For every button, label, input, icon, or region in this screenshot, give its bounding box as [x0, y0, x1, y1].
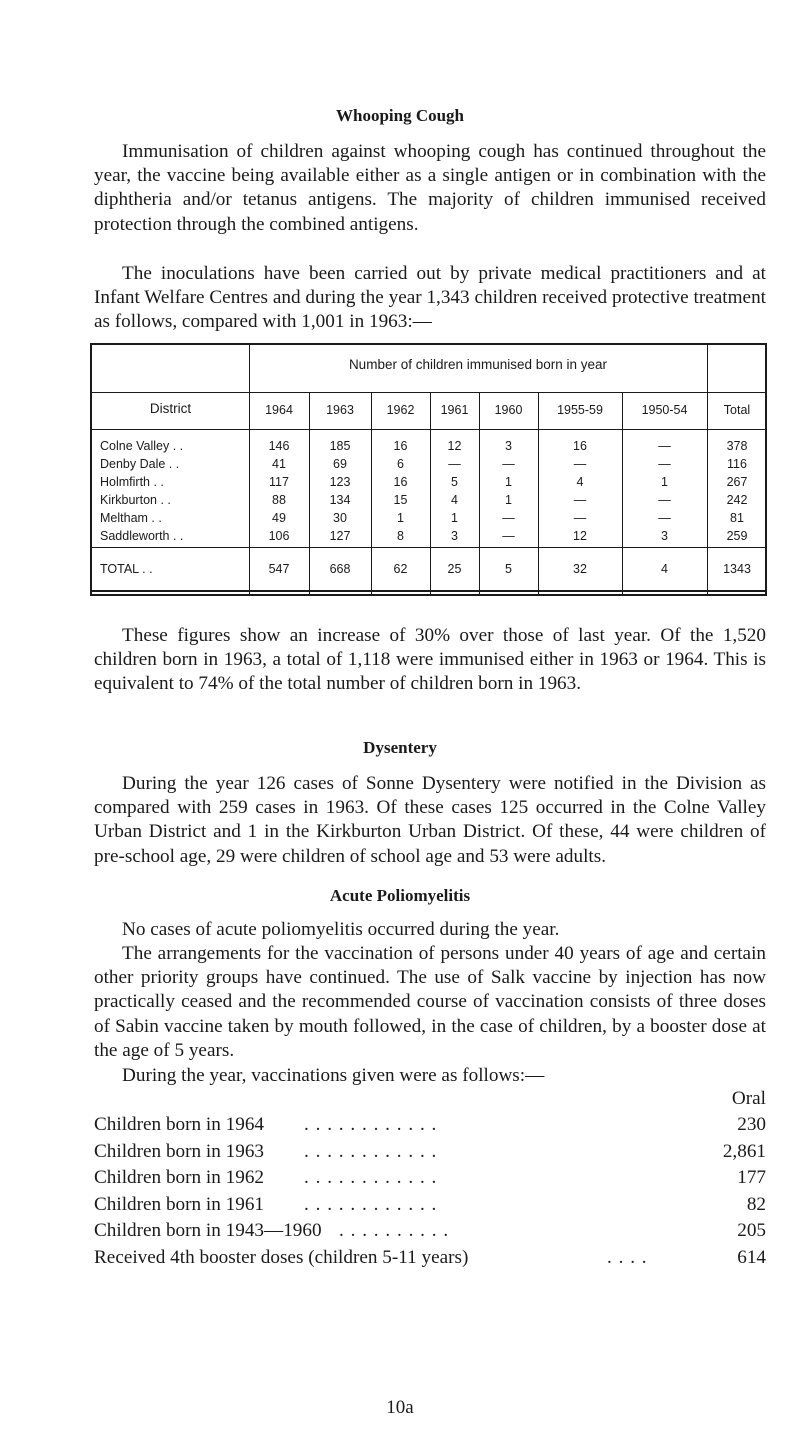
table-row-cell: 127	[329, 529, 351, 543]
leader-dots: . . . . . . . . . . . .	[304, 1167, 438, 1188]
vaccination-row	[94, 1220, 766, 1246]
polio-paragraph-3: During the year, vaccinations given were as follows:—	[122, 1065, 545, 1086]
table-row-cell: 116	[727, 457, 747, 471]
table-row-cell: 41	[272, 457, 286, 471]
table-span-header: Number of children immunised born in year	[348, 357, 608, 372]
year-header-1964: 1964	[265, 403, 293, 417]
table-row-cell: 12	[447, 439, 462, 453]
table-total-row-cell: 4	[661, 562, 668, 576]
vaccination-value: 82	[746, 1193, 766, 1215]
table-row-cell: —	[573, 511, 587, 525]
table-row-district: Saddleworth . .	[100, 529, 184, 543]
vaccination-label: Received 4th booster doses (children 5-11 years)	[94, 1246, 469, 1268]
table-row-cell: 6	[397, 457, 404, 471]
vaccination-label: Children born in 1964	[94, 1114, 265, 1135]
vaccination-row	[94, 1114, 766, 1140]
vaccination-value: 205	[737, 1220, 766, 1241]
table-row-district: Denby Dale . .	[100, 457, 180, 471]
table-row-cell: 1	[505, 493, 512, 507]
table-row-cell: 1	[397, 511, 404, 525]
dysentery-paragraph: During the year 126 cases of Sonne Dysentery were notified in the Division as compared with 259 cases in 1963. Of these cases 125 occurred in the Colne Valley Urban District and 1 in the Kirkburton Urban District. Of these, 44 were children of pre-school age, 29 were children of school age and 53 were adults.	[94, 773, 766, 867]
table-row-cell: 1	[451, 511, 458, 525]
table-row-cell: —	[573, 493, 587, 507]
table-row-district: Kirkburton . .	[100, 493, 171, 507]
table-total-row-cell: 668	[329, 562, 351, 576]
table-row-cell: 16	[573, 439, 587, 453]
table-row-district: Colne Valley . .	[100, 439, 184, 453]
table-row-cell: 88	[272, 493, 286, 507]
whooping-paragraph-2: The inoculations have been carried out by private medical practitioners and at Infant Welfare Centres and during the year 1,343 children received protective treatment as follows, compared with 1,001 in 1963:—	[94, 263, 766, 333]
leader-dots: . . . . . . . . . .	[339, 1220, 450, 1241]
table-row-cell: 5	[451, 475, 458, 489]
table-header-divider-lower	[92, 392, 765, 393]
table-row-cell: 3	[505, 439, 512, 453]
district-column-header: District	[149, 401, 192, 416]
oral-column-header: Oral	[731, 1088, 766, 1109]
leader-dots: . . . .	[607, 1246, 648, 1268]
page-number: 10a	[386, 1397, 414, 1418]
dysentery-heading: Dysentery	[363, 738, 437, 757]
table-row-cell: 1	[661, 475, 668, 489]
whooping-paragraph-1: Immunisation of children against whooping cough has continued throughout the year, the vaccine being available either as a single antigen or in combination with the diphtheria and/or tetanus antigens. The majority of children immunised received protection through the combined antigens.	[94, 141, 766, 235]
table-row-cell: 259	[726, 529, 748, 543]
table-total-row-cell: 5	[505, 562, 512, 576]
table-row-cell: 106	[268, 529, 290, 543]
table-total-row-cell: 25	[447, 562, 462, 576]
table-total-row-cell: 1343	[723, 562, 751, 576]
table-row-district: Meltham . .	[100, 511, 162, 525]
table-row-cell: 3	[661, 529, 668, 543]
table-row-cell: —	[658, 511, 671, 525]
table-header-divider	[92, 429, 765, 430]
table-row-cell: 3	[451, 529, 458, 543]
table-row-cell: 242	[726, 493, 748, 507]
vaccination-label: Children born in 1943—1960	[94, 1220, 322, 1241]
leader-dots: . . . . . . . . . . . .	[304, 1114, 438, 1135]
year-header-1961: 1961	[440, 403, 469, 417]
immunisation-table	[90, 343, 767, 596]
table-row-cell: —	[448, 457, 461, 471]
table-row-cell: 267	[726, 475, 748, 489]
table-row-cell: 8	[397, 529, 404, 543]
table-row-cell: 4	[576, 475, 584, 489]
vaccination-row	[94, 1167, 766, 1193]
table-row-cell: 378	[726, 439, 748, 453]
vaccination-value: 614	[737, 1246, 766, 1268]
vaccination-label: Children born in 1963	[94, 1140, 265, 1162]
vaccination-list	[94, 1088, 766, 1348]
table-total-row-cell: 62	[393, 562, 408, 576]
whooping-cough-heading: Whooping Cough	[335, 106, 465, 125]
vaccination-row	[94, 1141, 766, 1167]
table-row-cell: 16	[393, 439, 408, 453]
leader-dots: . . . . . . . . . . . .	[304, 1140, 438, 1162]
year-header-1962: 1962	[386, 403, 415, 417]
table-row-cell: 117	[269, 475, 289, 489]
table-row-cell: 12	[573, 529, 587, 543]
table-row-cell: —	[502, 457, 515, 471]
vaccination-value: 230	[737, 1114, 766, 1135]
table-row-cell: 81	[730, 511, 744, 525]
year-header-1950-54: 1950-54	[641, 403, 688, 417]
table-row-cell: —	[658, 439, 671, 453]
vaccination-label: Children born in 1961	[94, 1193, 265, 1215]
poliomyelitis-heading: Acute Poliomyelitis	[329, 886, 471, 905]
table-total-row-cell: 32	[573, 562, 587, 576]
table-row-cell: 1	[505, 475, 512, 489]
table-row-cell: —	[502, 529, 515, 543]
year-header-1955-59: 1955-59	[557, 403, 603, 417]
table-row-cell: 16	[393, 475, 408, 489]
table-row-cell: 15	[393, 493, 408, 507]
table-row-cell: —	[658, 493, 671, 507]
vaccination-row	[94, 1194, 766, 1220]
table-row-district: Holmfirth . .	[100, 475, 164, 489]
vaccination-value: 2,861	[722, 1140, 766, 1162]
polio-paragraph-2: The arrangements for the vaccination of persons under 40 years of age and certain other priority groups have continued. The use of Salk vaccine by injection has now practically ceased and the recommended course of vaccination consists of three doses of Sabin vaccine taken by mouth followed, in the case of children, by a booster dose at the age of 5 years.	[94, 943, 766, 1061]
table-row-cell: 123	[329, 475, 351, 489]
year-header-1963: 1963	[326, 403, 354, 417]
table-row-cell: 185	[329, 439, 351, 453]
table-row-cell: —	[658, 457, 671, 471]
total-column-header: Total	[723, 403, 751, 417]
vaccination-row	[94, 1247, 766, 1273]
table-row-cell: 69	[333, 457, 347, 471]
table-total-row-district: TOTAL . .	[100, 562, 153, 576]
table-row-cell: 146	[268, 439, 290, 453]
table-total-divider	[92, 547, 765, 548]
vaccination-value: 177	[737, 1167, 766, 1188]
table-row-cell: 49	[272, 511, 286, 525]
year-header-1960: 1960	[494, 403, 523, 417]
table-row-cell: —	[502, 511, 515, 525]
vaccination-label: Children born in 1962	[94, 1167, 265, 1188]
table-bottom-rule	[92, 590, 765, 592]
leader-dots: . . . . . . . . . . . .	[304, 1193, 438, 1215]
table-row-cell: 134	[329, 493, 351, 507]
table-row-cell: 30	[333, 511, 347, 525]
table-row-cell: 4	[451, 493, 458, 507]
table-total-row-cell: 547	[268, 562, 290, 576]
polio-paragraph-1: No cases of acute poliomyelitis occurred during the year.	[122, 919, 560, 940]
table-row-cell: —	[573, 457, 587, 471]
after-table-paragraph: These figures show an increase of 30% over those of last year. Of the 1,520 children born in 1963, a total of 1,118 were immunised either in 1963 or 1964. This is equivalent to 74% of the total number of children born in 1963.	[94, 625, 766, 695]
